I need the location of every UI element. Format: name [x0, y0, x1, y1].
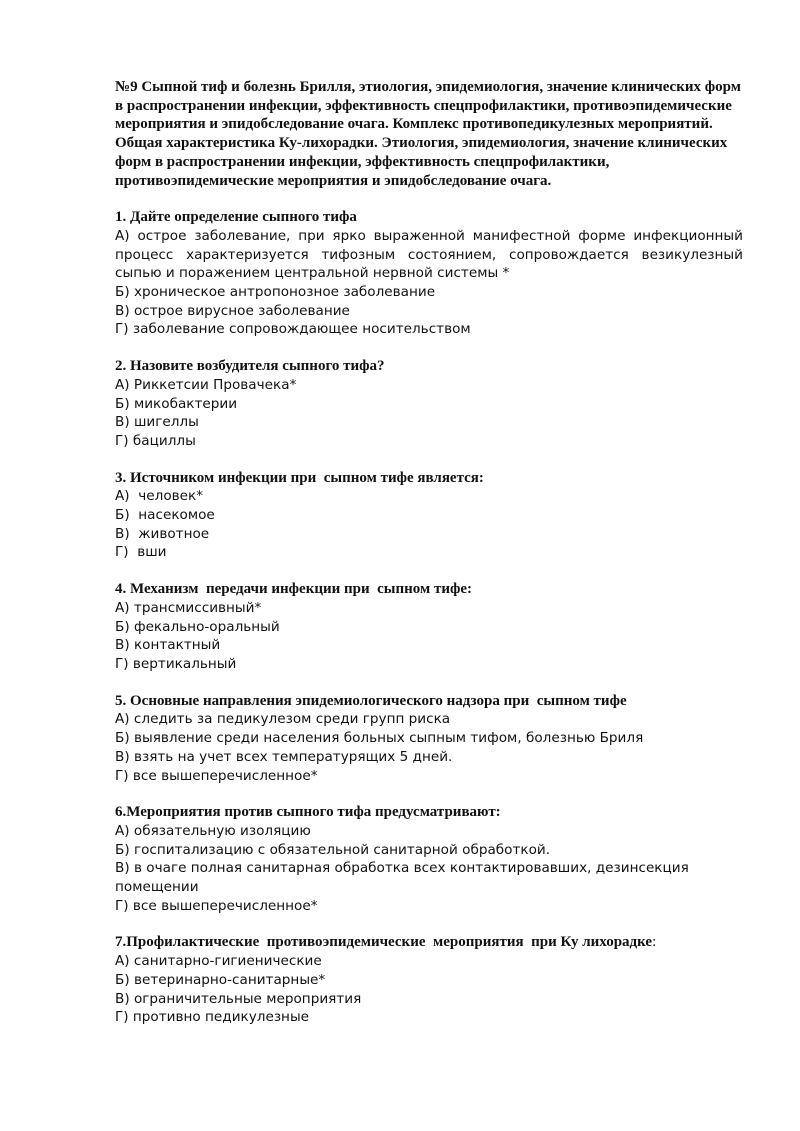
answer-option: Г) вертикальный [115, 655, 237, 672]
answer-option: Б) выявление среди населения больных сыпным тифом, болезнью Бриля [115, 730, 644, 747]
answer-option: В) животное [115, 525, 210, 542]
answer-option: Г) вши [115, 544, 167, 561]
question-heading-text: 4. Механизм передачи инфекции при сыпном тифе: [115, 581, 473, 598]
question-4 [115, 580, 743, 674]
answer-option: Г) все вышеперечисленное* [115, 767, 318, 784]
answer-option: В) контактный [115, 637, 221, 654]
answer-option: В) взять на учет всех температурящих 5 дней. [115, 748, 453, 765]
answer-option: А) санитарно-гигиенические [115, 953, 322, 970]
question-heading-text: 7.Профилактические противоэпидемические мероприятия при Ку лихорадке [115, 934, 653, 951]
answer-option: В) в очаге полная санитарная обработка всех контактировавших, дезинсекция помещении [115, 860, 694, 896]
question-5 [115, 692, 743, 786]
answer-option: А) человек* [115, 488, 204, 505]
document-title: №9 Сыпной тиф и болезнь Брилля, этиология, эпидемиология, значение клинических форм в распространении инфекции, эффективность спецпрофилактики, противоэпидемические мероприятия и эпидобследование очага. Комплекс противопедикулезных мероприятий. Общая характеристика Ку-лихорадки. Этиология, эпидемиология, значение клинических форм в распространении инфекции, эффективность спецпрофилактики, противоэпидемические мероприятия и эпидобследование очага. [115, 79, 741, 189]
answer-option: В) острое вирусное заболевание [115, 302, 350, 319]
question-heading-text: 2. Назовите возбудителя сыпного тифа? [115, 358, 385, 375]
question-3 [115, 469, 743, 563]
answer-option: Б) микобактерии [115, 395, 238, 412]
answer-option: В) ограничительные мероприятия [115, 990, 362, 1007]
answer-option: В) шигеллы [115, 414, 199, 431]
question-heading [115, 933, 743, 952]
answer-option: Б) хроническое антропонозное заболевание [115, 284, 436, 301]
question-1 [115, 208, 743, 339]
answer-option: Г) заболевание сопровождающее носительством [115, 321, 471, 338]
answer-option: А) следить за педикулезом среди групп риска [115, 711, 451, 728]
question-heading [115, 580, 743, 599]
question-heading [115, 357, 743, 376]
question-list [115, 208, 743, 1027]
question-heading [115, 803, 743, 822]
answer-option: Б) ветеринарно-санитарные* [115, 971, 326, 988]
question-heading-text: 3. Источником инфекции при сыпном тифе является: [115, 469, 484, 486]
question-7 [115, 933, 743, 1027]
answer-option: А) трансмиссивный* [115, 599, 262, 616]
question-heading [115, 469, 743, 488]
question-heading [115, 692, 743, 711]
question-heading-text: 1. Дайте определение сыпного тифа [115, 209, 357, 226]
answer-option: А) острое заболевание, при ярко выраженной манифестной форме инфекционный процесс характеризуется тифозным состоянием, сопровождается везикулезный сыпью и поражением центральной нервной системы * [115, 227, 743, 282]
question-heading-suffix: : [652, 934, 657, 951]
answer-option: А) обязательную изоляцию [115, 822, 311, 839]
question-heading-text: 6.Мероприятия против сыпного тифа предусматривают: [115, 804, 501, 821]
answer-option: Г) все вышеперечисленное* [115, 897, 318, 914]
question-heading-text: 5. Основные направления эпидемиологического надзора при сыпном тифе [115, 692, 627, 709]
answer-option: А) Риккетсии Провачека* [115, 376, 297, 393]
answer-option: Б) госпитализацию с обязательной санитарной обработкой. [115, 841, 551, 858]
question-heading [115, 208, 743, 227]
question-6 [115, 803, 743, 915]
question-2 [115, 357, 743, 451]
answer-option: Б) насекомое [115, 507, 215, 524]
answer-option: Г) бациллы [115, 432, 196, 449]
answer-option: Б) фекально-оральный [115, 618, 280, 635]
document-page [115, 78, 743, 1045]
answer-option: Г) противно педикулезные [115, 1009, 310, 1026]
